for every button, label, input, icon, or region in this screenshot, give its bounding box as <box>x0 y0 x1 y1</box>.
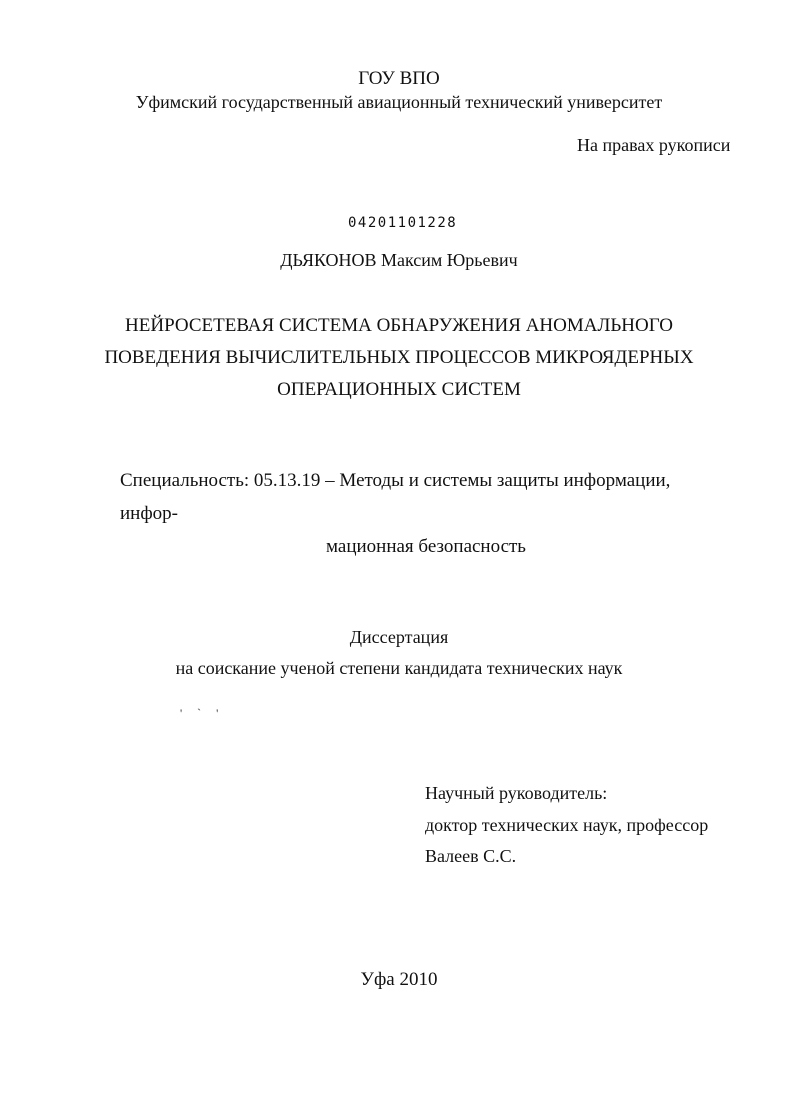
university-name: Уфимский государственный авиационный технический университет <box>135 92 663 112</box>
stray-marks: ' ` ' <box>180 706 225 720</box>
author-name: ДЬЯКОНОВ Максим Юрьевич <box>280 250 518 270</box>
org-short-name: ГОУ ВПО <box>358 68 440 89</box>
specialty-block <box>120 464 732 563</box>
manuscript-note: На правах рукописи <box>577 135 731 155</box>
degree-sought: на соискание ученой степени кандидата технических наук <box>175 658 623 678</box>
document-type-label: Диссертация <box>349 627 449 647</box>
advisor-degree: доктор технических наук, профессор <box>425 815 709 835</box>
dissertation-title <box>0 310 798 406</box>
title-line: ПОВЕДЕНИЯ ВЫЧИСЛИТЕЛЬНЫХ ПРОЦЕССОВ МИКРОЯДЕРНЫХ <box>104 347 694 368</box>
advisor-label: Научный руководитель: <box>425 783 608 803</box>
city-year: Уфа 2010 <box>360 969 438 990</box>
catalog-number: 04201101228 <box>348 215 458 231</box>
specialty-line-1: Специальность: 05.13.19 – Методы и системы защиты информации, инфор- <box>120 470 671 524</box>
advisor-name: Валеев С.С. <box>425 846 517 866</box>
title-line: НЕЙРОСЕТЕВАЯ СИСТЕМА ОБНАРУЖЕНИЯ АНОМАЛЬНОГО <box>125 315 673 336</box>
title-line: ОПЕРАЦИОННЫХ СИСТЕМ <box>277 379 521 400</box>
specialty-line-2: мационная безопасность <box>326 536 526 557</box>
